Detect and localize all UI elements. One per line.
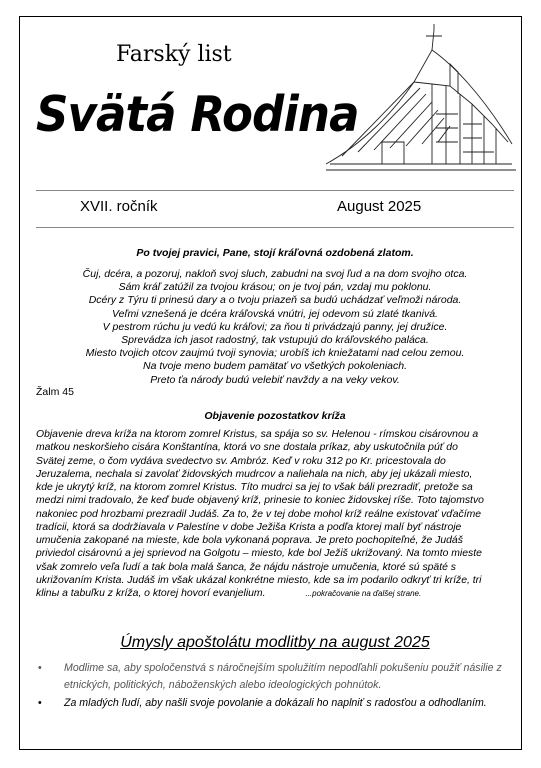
psalm-line: Miesto tvojich otcov zaujmú tvoji synovia; urobíš ich kniežatami nad celou zemou. [85, 347, 465, 360]
psalm-line: Na tvoje meno budem pamätať vo všetkých pokoleniach. [142, 360, 408, 373]
article-line: Svätej zeme, o čom vydáva svedectvo sv. Ambróz. Keď v roku 312 po Kr. pricestovala do [36, 455, 446, 467]
masthead-title: Svätá Rodina [36, 86, 359, 143]
article-body [36, 428, 516, 600]
intention-item [36, 695, 506, 712]
psalm-line: Preto ťa národy budú velebiť navždy a na veky vekov. [150, 373, 400, 386]
intentions-title: Úmysly apoštolátu modlitby na august 2025 [120, 634, 430, 651]
issue-date: August 2025 [337, 198, 422, 215]
church-drawing-icon [322, 24, 518, 176]
psalm-line: Čuj, dcéra, a pozoruj, nakloň svoj sluch, zabudni na svoj ľud a na dom svojho otca. [82, 268, 468, 280]
article-last-line [36, 587, 516, 600]
intention-text: Modlime sa, aby spoločenstvá s náročnejším spolužitím nepodľahli pokušeniu použiť násilie z etnických, politických, náboženských alebo ideologických pohnútok. [64, 662, 502, 691]
article-line: tradícii, ktorá sa dodržiavala v Palestíne v dobe Ježiša Krista a podľa ktorej malí byť nástroje [36, 521, 462, 533]
article-line: Jeruzalema, nechala si zavolať židovských mudrcov a naliehala na nich, aby jej ukázali miesto, [36, 468, 473, 480]
intentions-list [36, 660, 506, 712]
bullet-icon: • [38, 697, 42, 709]
article-line: klinы a tabuľku z kríža, o ktorej hovorí evanjelium. [36, 588, 266, 599]
article-title: Objavenie pozostatkov kríža [204, 410, 346, 422]
article-line: umučenia zakopané na mieste, kde bola vykonaná poprava. Je preto pochopiteľné, že Judáš [36, 535, 463, 546]
volume-label: XVII. ročník [80, 198, 158, 215]
article-line: priviedol cisárovnú a jej sprievod na Golgotu – miesto, kde bol Ježiš ukrižovaný. Na tomto mieste [36, 548, 482, 560]
article-line: nakoniec pod hrozbami prezradil Judáš. Za to, že v tej dobe mohol kríž reálne existovať vďačíme [36, 508, 482, 520]
psalm-line: Veľmi vznešená je dcéra kráľovská vnútri, jej odevom sú zlaté tkanivá. [112, 307, 438, 320]
psalm-title: Po tvojej pravici, Pane, stojí kráľovná ozdobená zlatom. [136, 247, 414, 259]
article-line: Objavenie dreva kríža na ktorom zomrel Kristus, sa spája so sv. Helenou - rímskou cisárovnou a [36, 429, 479, 440]
psalm-line: V pestrom rúchu ju vedú ku kráľovi; za ňou ti privádzajú panny, jej družice. [102, 320, 448, 333]
psalm-line: Sám kráľ zatúžil za tvojou krásou; on je tvoj pán, vzdaj mu poklonu. [118, 281, 432, 294]
psalm-reference: Žalm 45 [36, 386, 74, 398]
header-rule-bottom [36, 227, 514, 228]
article-line: kde je ukrytý kríž, na ktorom zomrel Kristus. Títo mudrci sa jej to však báli prezradiť, pretože sa [36, 482, 473, 493]
psalm-text [36, 268, 514, 387]
psalm-line: Sprevádza ich jasot radostný, tak vstupujú do kráľovského paláca. [121, 334, 429, 347]
intention-item [36, 660, 506, 693]
intention-text: Za mladých ľudí, aby našli svoje povolanie a dokázali ho naplniť s radosťou a odhodlaním. [64, 697, 487, 709]
article-line: matkou neskoršieho cisára Konštantína, ktorá vo sne dostala príkaz, aby uskutočnila púť do [36, 442, 458, 454]
article-line: medzi nimi tradovalo, že keď bude objavený kríž, prinesie to koniec židovskej ríše. Toto tajomstvo [36, 495, 484, 507]
article-line: ukrižovaním Krista. Judáš im však ukázal konkrétne miesto, kde sa im podarilo odkryť tri kríže, tri [36, 574, 482, 586]
header-rule-top [36, 190, 514, 191]
psalm-line: Dcéry z Týru ti prinesú dary a o tvoju priazeň sa budú uchádzať veľmoži národa. [88, 294, 462, 307]
continued-note: ...pokračovanie na ďalšej strane. [305, 589, 422, 598]
article-line: však zomrelo veľa ľudí a tak bola malá šanca, že nájdu nástroje umučenia, ktoré sú späté s [36, 561, 456, 573]
newsletter-kicker: Farský list [116, 42, 232, 67]
bullet-icon: • [38, 662, 42, 674]
